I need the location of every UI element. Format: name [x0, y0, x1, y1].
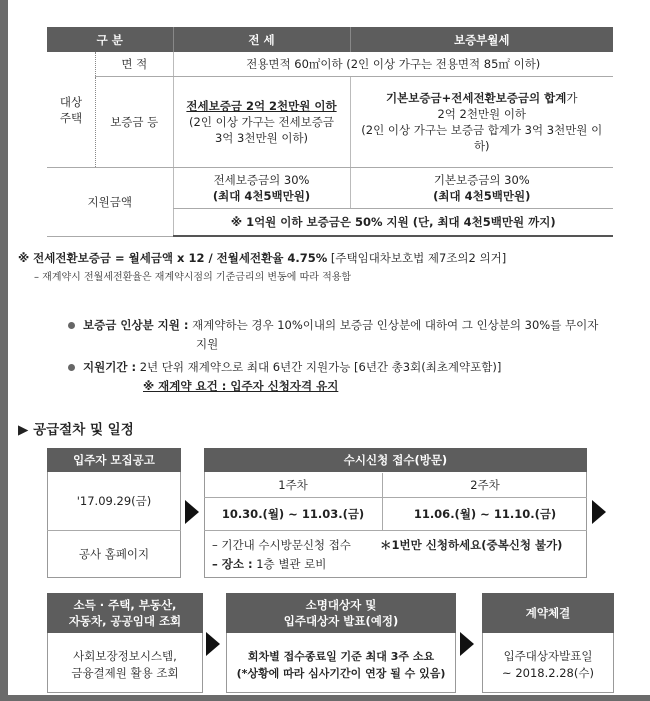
apply-place-text: 1층 별관 로비: [252, 557, 327, 571]
monthly-deposit-main: 기본보증금+전세전환보증금의 합계: [386, 91, 567, 105]
section-title: ▶ 공급절차 및 일정: [18, 422, 134, 438]
bullet-dot-icon: [68, 364, 75, 371]
conversion-note: [18, 250, 506, 266]
header-monthly: 보증부월세: [350, 27, 613, 52]
bullet1-text-cont: 지원: [196, 337, 219, 351]
apply-detail1: – 기간내 수시방문신청 접수: [212, 538, 351, 552]
check-body-line1: 사회보장정보시스템,: [73, 649, 177, 663]
check-header-line2: 자동차, 공공임대 조회: [68, 614, 182, 628]
bullet-dot-icon: [68, 322, 75, 329]
support-note: ※ 1억원 이하 보증금은 50% 지원 (단, 최대 4천5백만원 까지): [173, 209, 613, 237]
bottom-edge-bar: [0, 695, 650, 701]
announce-header: [226, 593, 456, 633]
contract-header: 계약체결: [482, 593, 614, 633]
row-group-label: 대상 주택: [47, 52, 96, 168]
announce-header-line2: 입주대상자 발표(예정): [283, 614, 399, 628]
renewal-note: – 재계약시 전월세전환율은 재계약시점의 기준금리의 변동에 따라 적용함: [34, 272, 352, 283]
monthly-support1: 기본보증금의 30%: [433, 173, 530, 187]
left-edge-bar: [0, 0, 8, 701]
recruit-header: 입주자 모집공고: [47, 448, 181, 472]
monthly-deposit-sub1: 2억 2천만원 이하: [437, 107, 527, 121]
monthly-support-cell: [350, 168, 613, 209]
jeonse-deposit-sub1: (2인 이상 가구는 전세보증금: [189, 115, 334, 129]
check-body: [47, 640, 203, 690]
area-value: 전용면적 60㎡이하 (2인 이상 가구는 전용면적 85㎡ 이하): [173, 52, 613, 77]
check-body-line2: 금융결제원 활용 조회: [71, 666, 179, 680]
week1-dates: 10.30.(월) ~ 11.03.(금): [221, 506, 365, 521]
bullet1-text: 재계약하는 경우 10%이내의 보증금 인상분에 대하여 그 인상분의 30%를 무이자: [188, 318, 599, 332]
contract-body-line1: 입주대상자발표일: [503, 649, 593, 663]
apply-place-label: – 장소 :: [212, 557, 253, 571]
jeonse-deposit-cell: [173, 77, 350, 168]
flow-arrow-icon: [460, 632, 474, 656]
bullet-support-period: [68, 358, 501, 376]
jeonse-support2: (최대 4천5백만원): [212, 189, 311, 203]
announce-body-line1: 회차별 접수종료일 기준 최대 3주 소요: [247, 650, 435, 663]
support-label: 지원금액: [47, 168, 173, 237]
flow-arrow-icon: [206, 632, 220, 656]
deposit-label: 보증금 등: [96, 77, 174, 168]
week2-label: 2주차: [470, 477, 500, 492]
flow-arrow-icon: [185, 500, 199, 524]
jeonse-support1: 전세보증금의 30%: [213, 173, 310, 187]
support-table: [47, 27, 613, 237]
monthly-support2: (최대 4천5백만원): [433, 189, 531, 203]
area-label: 면 적: [96, 52, 174, 77]
announce-body-line2: (*상황에 따라 심사기간이 연장 될 수 있음): [236, 667, 446, 680]
jeonse-deposit-sub2: 3억 3천만원 이하): [214, 131, 309, 145]
bullet2-text: 2년 단위 재계약으로 최대 6년간 지원가능 [6년간 총3회(최초계약포함)]: [136, 360, 502, 374]
conversion-note-law: [주택임대차보호법 제7조의2 의거]: [327, 251, 507, 265]
contract-body: [482, 640, 614, 690]
divider: [382, 473, 383, 530]
flow-arrow-icon: [592, 500, 606, 524]
recruit-place: 공사 홈페이지: [78, 546, 150, 561]
announce-header-line1: 소명대상자 및: [305, 598, 377, 612]
contract-body-line2: ~ 2018.2.28(수): [502, 666, 594, 680]
header-category: 구 분: [47, 27, 173, 52]
apply-note: ＊1번만 신청하세요(중복신청 불가): [380, 538, 563, 552]
check-header-line1: 소득 · 주택, 부동산,: [73, 598, 177, 612]
check-header: [47, 593, 203, 633]
bullet2-label: 지원기간 :: [83, 360, 137, 374]
week2-dates: 11.06.(월) ~ 11.10.(금): [413, 506, 557, 521]
apply-header: 수시신청 접수(방문): [204, 448, 587, 472]
renewal-condition: ※ 재계약 요건 : 입주자 신청자격 유지: [143, 379, 339, 393]
monthly-deposit-cell: [350, 77, 613, 168]
recruit-date: '17.09.29(금): [76, 493, 152, 508]
monthly-deposit-tail: 가: [566, 91, 578, 105]
monthly-deposit-sub2: (2인 이상 가구는 보증금 합계가 3억 3천만원 이하): [361, 123, 603, 153]
conversion-note-formula: ※ 전세전환보증금 = 월세금액 x 12 / 전월세전환율 4.75%: [18, 251, 328, 265]
week1-label: 1주차: [278, 477, 308, 492]
bullet-deposit-increase: [68, 316, 598, 334]
header-jeonse: 전 세: [173, 27, 350, 52]
bullet1-label: 보증금 인상분 지원 :: [83, 318, 189, 332]
announce-body: [226, 640, 456, 690]
jeonse-deposit-main: 전세보증금 2억 2천만원 이하: [186, 99, 337, 113]
jeonse-support-cell: [173, 168, 350, 209]
divider: [204, 530, 587, 531]
apply-detail2: [212, 556, 326, 572]
